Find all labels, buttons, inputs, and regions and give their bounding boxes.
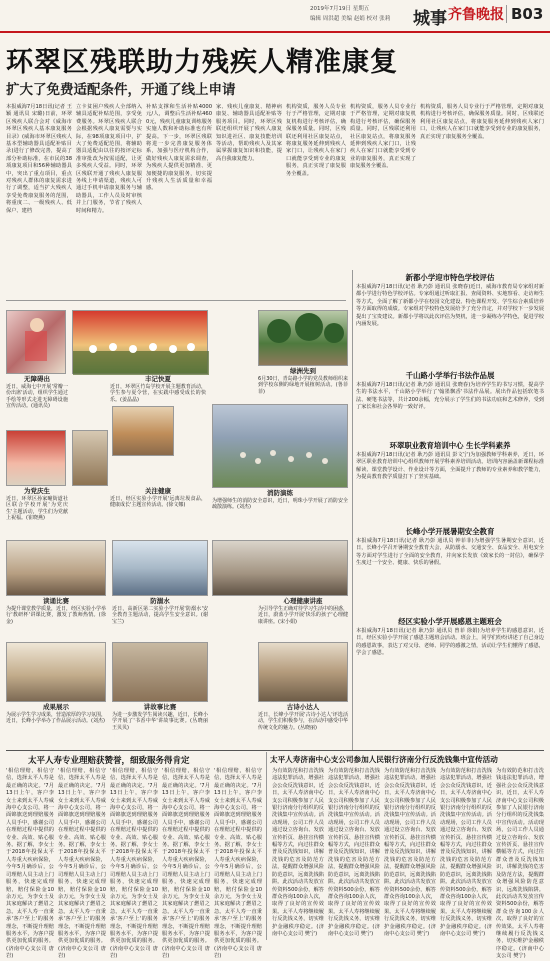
- header-rule: [0, 31, 550, 33]
- bottom-article-2-col-1: 为有效防范和打击洗钱违法犯罪活动，增强社会公众反洗钱意识，近日，太平人寿济南中心支公司积极参加了人民银行济南分行组织的反洗钱集中宣传活动。活动现场，公司工作人员通过设立咨询台、发放宣传折页、悬挂宣传横幅等方式，向过往群众普及反洗钱知识，讲解洗钱的危害及防范方法，提醒群众增强风险防范意识，远离洗钱陷阱。此次活动共发放宣传资料500余份，解答群众咨询100余人次，取得了良好的宣传效果。太平人寿将继续履行反洗钱义务，切实维护金融秩序稳定。(济南中心支公司 樊宁): [272, 768, 324, 937]
- lead-subheadline: 扩大了免费适配条件，开通了线上申请: [6, 82, 236, 98]
- right-article-2-body: 本报威海7月18日讯(记者 耿乃彭 通讯员 张晓春)为培养学生的书写习惯，提高学生的书法水平，千山路小学举行了'翰墨飘香'书法作品展。展出作品包括软笔书法、硬笔书法等，共计200余幅，充分展示了学生们的书法功底和艺术修养，受到了家长和社会各界的一致好评。: [356, 382, 544, 411]
- issue-date: 2019年7月19日 星期五: [310, 6, 370, 12]
- lead-article-col-1: 本报威海7月18日讯(记者 王颖 通讯员 宋璐)日前，环翠区残疾人联合会对《威海市环翠区残疾人基本康复服务目录》(威海市环翠区残疾人基本型辅助器具适配补贴目录)进行了修改完善，提高了部分补助标准，在市民的38项康复项目和56种辅助器具中，突出了重点项目，重点对残疾人群体的康复需求进行了调整，适当扩大残疾人享受免费康复服务的范围，将重度二、一级残疾人、低保户、建档: [6, 104, 72, 214]
- right-article-5-title: 经区实验小学开展感恩主题班会: [398, 617, 502, 626]
- photo-health-2: [72, 430, 108, 486]
- right-article-2-title: 千山路小学举行书法作品展: [405, 371, 495, 380]
- editor-credits: 编辑 周洪超 美编 赵娟 校对 张莉: [310, 16, 391, 22]
- lead-headline: 环翠区残联助力残疾人精准康复: [6, 47, 398, 78]
- bottom-article-2-col-2: 为有效防范和打击洗钱违法犯罪活动，增强社会公众反洗钱意识，近日，太平人寿济南中心支公司积极参加了人民银行济南分行组织的反洗钱集中宣传活动。活动现场，公司工作人员通过设立咨询台、发放宣传折页、悬挂宣传横幅等方式，向过往群众普及反洗钱知识，讲解洗钱的危害及防范方法，提醒群众增强风险防范意识，远离洗钱陷阱。此次活动共发放宣传资料500余份，解答群众咨询100余人次，取得了良好的宣传效果。太平人寿将继续履行反洗钱义务，切实维护金融秩序稳定。(济南中心支公司 樊宁): [328, 768, 380, 937]
- lead-article-col-5b: 机构资质，服务人员专业行于严格管理，定期对康复机构进行考核评估，确保服务质量。同时，区残联还利用社区康复站点，将康复服务延伸到残疾人家门口，让残疾人在家门口就能享受到专业的康复服务，真正实现了康复服务全覆盖。: [350, 104, 416, 170]
- bottom-article-2-col-5: 为有效防范和打击洗钱违法犯罪活动，增强社会公众反洗钱意识，近日，太平人寿济南中心支公司积极参加了人民银行济南分行组织的反洗钱集中宣传活动。活动现场，公司工作人员通过设立咨询台、发放宣传折页、悬挂宣传横幅等方式，向过往群众普及反洗钱知识，讲解洗钱的危害及防范方法，提醒群众增强风险防范意识，远离洗钱陷阱。此次活动共发放宣传资料500余份，解答群众咨询100余人次，取得了良好的宣传效果。太平人寿将继续履行反洗钱义务，切实维护金融秩序稳定。(济南中心支公司 樊宁): [496, 768, 544, 960]
- caption-drowning-prevention: 防溺水 近日，高新区第二实验小学开展'防溺水'安全教育主题活动，提高学生安全意识。(谢宝兰): [112, 597, 208, 625]
- right-article-1-body: 本报威海7月18日讯(记者 耿乃彭 通讯员 张晓春)近日，威海市教育局专家组对新都小学进行特色学校评估。专家组通过听取汇报、查阅资料、实地察看、走访师生等方式，全面了解了新都小学在校园文化建设、特色课程开发、学生综合素质培养等方面取得的成绩。专家组对学校特色发展给予了充分肯定，并对学校下一步发展提出了宝贵建议。新都小学将以此次评估为契机，进一步凝练办学特色，促进学校内涵发展。: [356, 284, 544, 328]
- right-article-3-title: 环翠职业教育培训中心 生长学科素养: [389, 441, 511, 450]
- caption-summer-camp: 丰记快夏 近日，环翠区竹岛学校开展主题教育活动，学生参与夏令营，在实践中感受成长的快乐。(姜晶晶): [110, 375, 206, 403]
- right-article-4-title: 长峰小学开展暑期安全教育: [405, 527, 495, 536]
- photo-summer-camp: [72, 310, 208, 374]
- photo-psych-lecture: [212, 540, 348, 596]
- caption-fire-drill: 消防演练 为增强师生的消防安全意识，近日，明珠小学开展了消防安全疏散演练。(刘杰): [212, 489, 348, 511]
- caption-health: 关注健康 近日，经区实验小学开展'远离垃圾食品，健康成长'主题宣传活动。(徐文娜): [110, 487, 206, 509]
- photo-drowning-prevention: [112, 540, 208, 596]
- right-article-5-body: 本报威海7月18日讯(记者 耿乃彭 通讯员 曾菲 徐娟)为培养学生的感恩意识，近日，经区实验小学开展了感恩主题班会活动。班会上，同学们纷纷讲述了自己身边的感恩故事，表达了对父母、老师、同学的感激之情，活动让学生们懂得了感恩，学会了感恩。: [356, 628, 544, 657]
- bottom-article-1-col-5: '相信理赔，相信守信，选择太平人寿是最正确的决定。'7月13日上午，客户李女士来到太平人寿威海中心支公司，将一面锦旗送到理赔服务人员手中，感谢公司在理赔过程中提供的专业、高效、贴心服务。据了解，李女士于2018年投保太平人寿重大疾病保险，今年5月确诊后，公司理赔人员主动上门服务，快速完成理赔，赔付保险金10余万元，为李女士及其家庭解决了燃眉之急。太平人寿一直秉承'客户至上'的服务理念，不断提升理赔服务水平，为客户提供更加优质的服务。(济南中心支公司 唐岩): [214, 768, 262, 960]
- photo-fire-drill: [212, 404, 348, 488]
- lead-article-col-2: 立卡贫困户残疾人全部纳入辅具适配补贴范围，享受免费服务。环翠区残疾人联合会根据残疾人康复需要与实际，在98项康复项目中，扩大了免费适配范围，将辅助器具适配由以往的按评定标准审批改为按需适配，让更多残疾人受益。同时，环翠区残联开通了残疾人康复服务线上申请渠道，残疾人可通过手机申请康复服务与辅助器具，工作人员及时审核并上门服务，节省了残疾人时间和精力。: [76, 104, 142, 214]
- photo-achievement-show: [6, 642, 106, 702]
- caption-accessibility: 无障碍出 近日，威海七中开展'常瓣一份出席'活动，组织学生通过手绘等形式走进无障碍设施宣传活动。(通讯员): [6, 375, 68, 410]
- lead-article-col-6: 机构资质，服务人员专业行于严格管理，定期对康复机构进行考核评估，确保服务质量。同时，区残联还利用社区康复站点，将康复服务延伸到残疾人家门口，让残疾人在家门口就能享受到专业的康复服务，真正实现了康复服务全覆盖。: [420, 104, 544, 140]
- bottom-article-2-col-3: 为有效防范和打击洗钱违法犯罪活动，增强社会公众反洗钱意识，近日，太平人寿济南中心支公司积极参加了人民银行济南分行组织的反洗钱集中宣传活动。活动现场，公司工作人员通过设立咨询台、发放宣传折页、悬挂宣传横幅等方式，向过往群众普及反洗钱知识，讲解洗钱的危害及防范方法，提醒群众增强风险防范意识，远离洗钱陷阱。此次活动共发放宣传资料500余份，解答群众咨询100余人次，取得了良好的宣传效果。太平人寿将继续履行反洗钱义务，切实维护金融秩序稳定。(济南中心支公司 樊宁): [384, 768, 436, 937]
- right-article-4-body: 本报威海7月18日讯(记者 耿乃彭 通讯员 钟菲菲)为增强学生暑期安全意识，近日，长峰小学召开暑期安全教育大会，从防溺水、交通安全、食品安全、用电安全等方面对学生进行了全面的安全教育，并向家长发放《致家长的一封信》，确保学生度过一个安全、健康、快乐的暑假。: [356, 538, 544, 567]
- lead-article-col-5: 机构资质，服务人员专业行于严格管理，定期对康复机构进行考核评估，确保服务质量。同时，区残联还利用社区康复站点，将康复服务延伸到残疾人家门口，让残疾人在家门口就能享受到专业的康复服务，真正实现了康复服务全覆盖。: [286, 104, 346, 177]
- caption-party-birthday: 为党庆生 近日，环翠区孙家疃街道社区联合学校开展'为党庆生'主题活动，学生们为党献上祝福。(崔晓燕): [6, 487, 68, 522]
- caption-green-planting: 绿洲先到 6月30日，青岛路小学的党员教师组织来到学校东侧的绿地开展植树活动。(鲁菲菲): [258, 367, 348, 395]
- photo-accessibility: [6, 310, 66, 374]
- caption-psych-lecture: 心理健康讲座 为引导学生正确对待学习生活中的困惑，近日，蔚蓝小学开展'快乐的孩子'心理健康讲座。(宋小娟): [258, 597, 349, 625]
- photo-health: [112, 406, 174, 456]
- page-number: B03: [506, 5, 543, 23]
- newspaper-logo: 齐鲁晚报: [448, 7, 504, 23]
- caption-storytelling: 讲故事比赛 为进一步激发学生阅读兴趣，近日，长峰小学开展了'书香中华'讲故事比赛。(丛晓丽 王贝贝): [112, 703, 208, 731]
- photo-green-planting: [258, 310, 348, 366]
- photo-storytelling: [112, 642, 208, 702]
- photo-poetry: [258, 642, 348, 702]
- bottom-article-1-col-2: '相信理赔，相信守信，选择太平人寿是最正确的决定。'7月13日上午，客户李女士来到太平人寿威海中心支公司，将一面锦旗送到理赔服务人员手中，感谢公司在理赔过程中提供的专业、高效、贴心服务。据了解，李女士于2018年投保太平人寿重大疾病保险，今年5月确诊后，公司理赔人员主动上门服务，快速完成理赔，赔付保险金10余万元，为李女士及其家庭解决了燃眉之急。太平人寿一直秉承'客户至上'的服务理念，不断提升理赔服务水平，为客户提供更加优质的服务。(济南中心支公司 唐岩): [58, 768, 106, 960]
- lead-article-col-4: 家、残疾儿童康复、精神病康复、辅助器具适配补贴等服务项目。同时，环翠区残联还组织开展了残疾人康复知识进社区、康复技能培训等活动，帮助残疾人及其家属掌握康复知识和技能，提高自我康复能力。: [216, 104, 282, 162]
- bottom-article-2-col-4: 为有效防范和打击洗钱违法犯罪活动，增强社会公众反洗钱意识，近日，太平人寿济南中心支公司积极参加了人民银行济南分行组织的反洗钱集中宣传活动。活动现场，公司工作人员通过设立咨询台、发放宣传折页、悬挂宣传横幅等方式，向过往群众普及反洗钱知识，讲解洗钱的危害及防范方法，提醒群众增强风险防范意识，远离洗钱陷阱。此次活动共发放宣传资料500余份，解答群众咨询100余人次，取得了良好的宣传效果。太平人寿将继续履行反洗钱义务，切实维护金融秩序稳定。(济南中心支公司 樊宁): [440, 768, 492, 937]
- section-name: 城事: [413, 9, 447, 29]
- lead-article-col-3: 补贴支撑和生活补贴4000元/人，调整后生活补贴4600元，残疾儿童康复训练服务实施人数和补助标准也有所提高。下一步，环翠区残联将进一步完善康复服务体系，加强与医疗机构合作，做好残疾人康复需求调查，为残疾人提供更加精准、更加便捷的康复服务，切实提升残疾人生活质量和幸福感。: [146, 104, 212, 192]
- bottom-article-1-col-1: '相信理赔，相信守信，选择太平人寿是最正确的决定。'7月13日上午，客户李女士来到太平人寿威海中心支公司，将一面锦旗送到理赔服务人员手中，感谢公司在理赔过程中提供的专业、高效、贴心服务。据了解，李女士于2018年投保太平人寿重大疾病保险，今年5月确诊后，公司理赔人员主动上门服务，快速完成理赔，赔付保险金10余万元，为李女士及其家庭解决了燃眉之急。太平人寿一直秉承'客户至上'的服务理念，不断提升理赔服务水平，为客户提供更加优质的服务。(济南中心支公司 唐岩): [6, 768, 54, 960]
- caption-reading-contest: 读诵比赛 为提升课堂教学质量，近日，经区实验小学举行'教研杯'讲课比赛，激发了教师热情。(徐金): [6, 597, 107, 625]
- right-article-3-body: 本报威海7月18日讯(记者 耿乃彭 通讯员 彭文宁)为加强教师学科素养，近日，环翠区职业教育培训中心组织教师开展学科素养培训活动。培训内容涵盖新课程标准解读、课堂教学设计、作业设计等方面，全面提升了教师的专业素养和教学能力，为提高教育教学质量打下了坚实基础。: [356, 452, 544, 481]
- right-article-1-title: 新都小学迎市特色学校评估: [405, 273, 495, 282]
- bottom-article-1-col-3: '相信理赔，相信守信，选择太平人寿是最正确的决定。'7月13日上午，客户李女士来到太平人寿威海中心支公司，将一面锦旗送到理赔服务人员手中，感谢公司在理赔过程中提供的专业、高效、贴心服务。据了解，李女士于2018年投保太平人寿重大疾病保险，今年5月确诊后，公司理赔人员主动上门服务，快速完成理赔，赔付保险金10余万元，为李女士及其家庭解决了燃眉之急。太平人寿一直秉承'客户至上'的服务理念，不断提升理赔服务水平，为客户提供更加优质的服务。(济南中心支公司 唐岩): [110, 768, 158, 960]
- caption-achievement-show: 成果展示 为展示学生学习成果，营造浓厚的学习氛围，近日，长峰小学举办了作品展示活动。(刘杰): [6, 703, 107, 725]
- page-header: [0, 0, 550, 30]
- caption-poetry: 古诗小达人 近日，长峰小学开展'古诗小达人'评选活动，学生们积极参与，在活动中感受中华传统文化的魅力。(丛晓丽): [258, 703, 349, 731]
- photo-reading-contest: [6, 540, 106, 596]
- photo-party-birthday: [6, 430, 66, 486]
- bottom-article-1-title: 太平人寿专业理赔获赞誉，细致服务得肯定: [28, 756, 190, 766]
- bottom-article-1-col-4: '相信理赔，相信守信，选择太平人寿是最正确的决定。'7月13日上午，客户李女士来到太平人寿威海中心支公司，将一面锦旗送到理赔服务人员手中，感谢公司在理赔过程中提供的专业、高效、贴心服务。据了解，李女士于2018年投保太平人寿重大疾病保险，今年5月确诊后，公司理赔人员主动上门服务，快速完成理赔，赔付保险金10余万元，为李女士及其家庭解决了燃眉之急。太平人寿一直秉承'客户至上'的服务理念，不断提升理赔服务水平，为客户提供更加优质的服务。(济南中心支公司 唐岩): [162, 768, 210, 960]
- bottom-article-2-title: 太平人寿济南中心支公司参加人民银行济南分行反洗钱集中宣传活动: [270, 755, 498, 764]
